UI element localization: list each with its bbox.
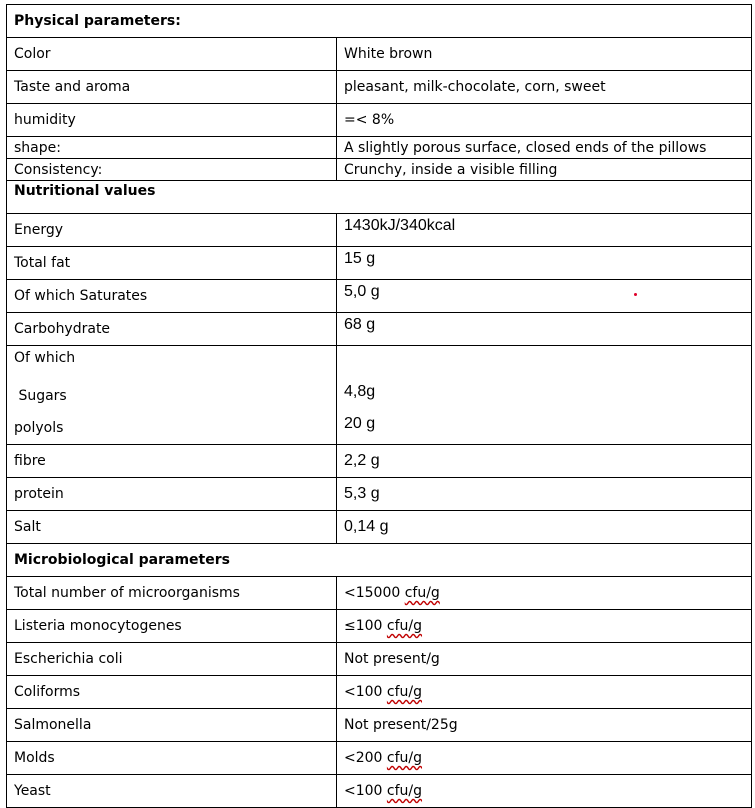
- param-value-group: [337, 346, 752, 445]
- param-value: pleasant, milk-chocolate, corn, sweet: [337, 71, 752, 104]
- section-header-nutritional: Nutritional values: [7, 181, 752, 214]
- section-row-nutritional: [7, 181, 752, 214]
- param-label: Total number of microorganisms: [7, 577, 337, 610]
- param-label: polyols: [14, 420, 64, 436]
- param-label: fibre: [7, 445, 337, 478]
- param-label: Sugars: [14, 388, 67, 404]
- param-value: [337, 577, 752, 610]
- table-row: [7, 775, 752, 808]
- param-value: A slightly porous surface, closed ends of the pillows: [337, 137, 752, 159]
- param-label: Molds: [7, 742, 337, 775]
- stray-mark-dot: [634, 293, 637, 296]
- section-row-micro: [7, 544, 752, 577]
- param-value: [337, 709, 752, 742]
- param-value: [337, 775, 752, 808]
- param-label: Color: [7, 38, 337, 71]
- param-label: shape:: [7, 137, 337, 159]
- param-value: 15 g: [337, 247, 752, 280]
- param-label: humidity: [7, 104, 337, 137]
- value-text: <100: [344, 783, 387, 799]
- unit-text: cfu/g: [386, 783, 423, 799]
- param-label: Consistency:: [7, 159, 337, 181]
- value-text: Not present/g: [344, 651, 440, 667]
- param-value: 5,3 g: [337, 478, 752, 511]
- table-row: [7, 511, 752, 544]
- param-label: Energy: [7, 214, 337, 247]
- table-row: [7, 71, 752, 104]
- table-row: [7, 313, 752, 346]
- unit-text: cfu/g: [404, 585, 440, 601]
- param-value: =< 8%: [337, 104, 752, 137]
- table-row: [7, 137, 752, 159]
- table-row: [7, 159, 752, 181]
- param-label: Carbohydrate: [7, 313, 337, 346]
- unit-text: cfu/g: [386, 618, 423, 634]
- value-text: Not present/25g: [344, 717, 458, 733]
- param-value: 0,14 g: [337, 511, 752, 544]
- section-row-physical: [7, 5, 752, 38]
- param-value: [337, 610, 752, 643]
- table-row: [7, 643, 752, 676]
- param-label: Of which: [14, 350, 76, 366]
- param-value: [337, 742, 752, 775]
- spacer: [344, 348, 744, 376]
- table-row: [7, 280, 752, 313]
- value-text: <100: [344, 684, 387, 700]
- param-label: Yeast: [7, 775, 337, 808]
- param-value: 20 g: [344, 415, 376, 432]
- table-row: [7, 742, 752, 775]
- table-row: [7, 38, 752, 71]
- table-row: [7, 709, 752, 742]
- param-label: Coliforms: [7, 676, 337, 709]
- param-label: protein: [7, 478, 337, 511]
- specification-table: [6, 4, 752, 808]
- value-text: <200: [344, 750, 387, 766]
- unit-text: cfu/g: [386, 684, 423, 700]
- table-row: [7, 247, 752, 280]
- param-label: Escherichia coli: [7, 643, 337, 676]
- param-label-group: [7, 346, 337, 445]
- table-row: [7, 214, 752, 247]
- table-row: [7, 445, 752, 478]
- section-header-physical: Physical parameters:: [7, 5, 752, 38]
- param-label: Taste and aroma: [7, 71, 337, 104]
- table-row-of-which: [7, 346, 752, 445]
- table-row: [7, 104, 752, 137]
- param-label: Of which Saturates: [7, 280, 337, 313]
- param-label: Salmonella: [7, 709, 337, 742]
- param-label: Total fat: [7, 247, 337, 280]
- param-label: Listeria monocytogenes: [7, 610, 337, 643]
- value-text: ≤100: [344, 618, 387, 634]
- param-value: 1430kJ/340kcal: [337, 214, 752, 247]
- param-value: [337, 676, 752, 709]
- unit-text: cfu/g: [386, 750, 423, 766]
- param-value: 2,2 g: [337, 445, 752, 478]
- table-row: [7, 676, 752, 709]
- param-value: Crunchy, inside a visible filling: [337, 159, 752, 181]
- param-label: Salt: [7, 511, 337, 544]
- section-header-micro: Microbiological parameters: [7, 544, 752, 577]
- table-row: [7, 478, 752, 511]
- table-row: [7, 577, 752, 610]
- param-value: 68 g: [337, 313, 752, 346]
- param-value: 4,8g: [344, 383, 376, 400]
- param-value: White brown: [337, 38, 752, 71]
- table-row: [7, 610, 752, 643]
- param-value: [337, 643, 752, 676]
- value-text: <15000: [344, 585, 405, 601]
- param-value: 5,0 g: [337, 280, 752, 313]
